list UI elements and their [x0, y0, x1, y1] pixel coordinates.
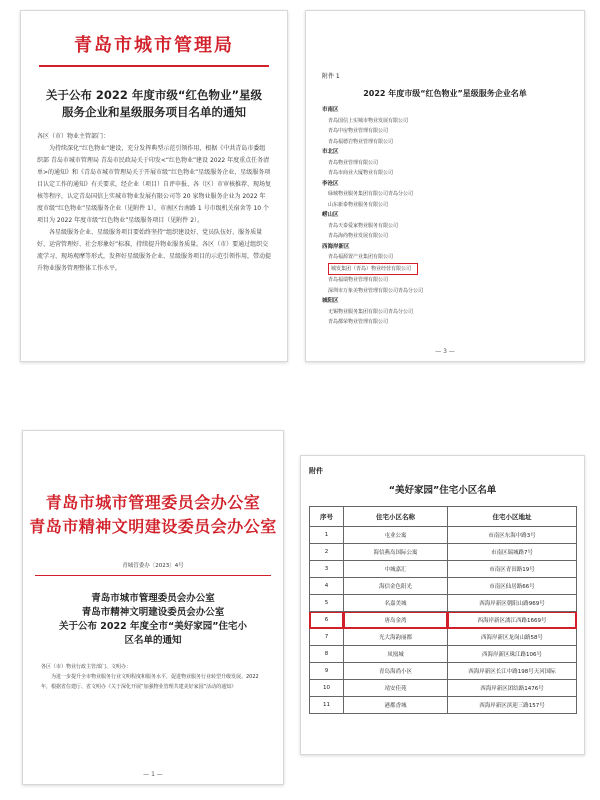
- company-item: [322, 221, 568, 232]
- company-item: [322, 263, 568, 276]
- district-heading: 西海岸新区: [322, 243, 350, 250]
- column-header: 住宅小区地址: [448, 507, 577, 527]
- community-address: 西海岸新区长江中路198号天河国际: [448, 663, 577, 680]
- company-name: 青岛福源置产业集团有限公司: [328, 254, 394, 260]
- community-address: 西海岸新区珠江路106号: [448, 646, 577, 663]
- notice-page-1: [20, 10, 288, 362]
- notice-title-line: 关于公布 2022 年度全市“美好家园”住宅小: [58, 621, 248, 632]
- row-number: 2: [310, 544, 344, 561]
- company-name: 山东新泰物业服务有限公司: [328, 201, 389, 208]
- issuer-header: 青岛市城市管理局: [74, 35, 234, 56]
- company-item: [322, 307, 568, 318]
- community-address: 市南区仙居路66号: [448, 578, 577, 595]
- annex-label: 附件 1: [322, 73, 340, 80]
- community-address: 西海岸新区团结路1476号: [448, 680, 577, 697]
- community-table-body: [310, 527, 577, 714]
- salutation: 各区（市）物业主管部门：: [37, 133, 110, 140]
- table-row: [310, 629, 577, 646]
- body-paragraph: 为持续深化“红色物业”建设，充分发挥典型示范引领作用，根据《中共青岛市委组织部 青岛市城市管理局 青岛市民政局关于印发<“红色物业”建设 2022 年度重点任务清单>的通知》和《青岛市城市管理局关于开展市级“红色物业”星级服务企业、星级服务项目认定工作的通知》有关要求，经企业（项目）自评申报、各（区）市审核推荐、现场复核等程序，认定青岛国信上实城市物业发展有限公司等 20 家物业服务企业为 2022 年度市级“红色物业”星级服务企业（见附件 1），市南区台南路 1 号市级机关宿舍等 10 个项目为 2022 年度市级“红色物业”星级服务项目（见附件 2）。: [37, 145, 272, 224]
- table-row: [310, 697, 577, 714]
- company-name: 青岛国信上实城市物业发展有限公司: [328, 117, 409, 124]
- community-address: 西海岸新区漓江西路1669号: [448, 612, 577, 629]
- company-name: 深圳市万象美物业管理有限公司青岛分公司: [328, 287, 424, 294]
- column-header: 住宅小区名称: [344, 507, 448, 527]
- community-address: 西海岸新区龙岗山路58号: [448, 629, 577, 646]
- company-name: 城发集团（青岛）物业经营有限公司: [328, 263, 418, 276]
- company-name: 青岛物业管理有限公司: [328, 159, 379, 166]
- company-item: [322, 137, 568, 148]
- issuer-header: [23, 491, 283, 539]
- company-name: 青岛福瑞物业管理有限公司: [328, 277, 389, 283]
- row-number: 1: [310, 527, 344, 544]
- notice-title-line: 青岛市城市管理委员会办公室: [91, 593, 215, 604]
- company-item: [322, 275, 568, 286]
- annex-label: 附件: [309, 467, 323, 475]
- district-heading: 城阳区: [322, 298, 339, 304]
- company-name: 无锡物业服务集团有限公司青岛分公司: [328, 308, 414, 315]
- notice-title-line: 青岛市精神文明建设委员会办公室: [81, 607, 225, 618]
- table-row: [310, 527, 577, 544]
- company-item: [322, 168, 568, 179]
- annex-page-companies: [305, 10, 585, 362]
- company-item: [322, 116, 568, 127]
- annex-title: 2022 年度市级“红色物业”星级服务企业名单: [363, 89, 527, 98]
- community-name: 凤凰城: [344, 646, 448, 663]
- company-item: [322, 252, 568, 263]
- header-divider: [35, 575, 271, 576]
- company-name: 青岛福德岩物业管理有限公司: [328, 138, 394, 145]
- company-item: [322, 189, 568, 200]
- annex-title: “美好家园”住宅小区名单: [388, 485, 497, 496]
- table-row: [310, 612, 577, 629]
- community-address: 市南区东海中路3号: [448, 527, 577, 544]
- district-heading: 市南区: [322, 107, 339, 113]
- notice-title-line: 关于公布 2022 年度市级“红色物业”星级: [45, 88, 263, 102]
- community-name: 光大海韵丽都: [344, 629, 448, 646]
- row-number: 4: [310, 578, 344, 595]
- community-name: 屯业公寓: [344, 527, 448, 544]
- notice-title: [47, 592, 259, 648]
- row-number: 5: [310, 595, 344, 612]
- company-item: [322, 200, 568, 211]
- community-name: 名嘉美城: [344, 595, 448, 612]
- row-number: 3: [310, 561, 344, 578]
- company-name: 青岛海尚物业发展有限公司: [328, 233, 389, 239]
- company-name: 青岛市商业大厦物业有限公司: [328, 170, 394, 176]
- table-row: [310, 544, 577, 561]
- notice-body: [37, 131, 271, 275]
- notice-page-cover: [22, 430, 284, 785]
- page-number: — 3 —: [435, 348, 455, 355]
- body-paragraph: 为进一步提升全市物业服务行业文明程度和服务水平，促进物业服务行业转型升级发展。2022 年，根据省住建厅、省文明办《关于深化开展“加强物业管理共建美好家园”活动的通知》: [41, 674, 259, 690]
- community-name: 靖安佳苑: [344, 680, 448, 697]
- company-item: [322, 231, 568, 242]
- header-divider: [39, 65, 269, 67]
- row-number: 9: [310, 663, 344, 680]
- community-name: 海信金色阳光: [344, 578, 448, 595]
- table-row: [310, 578, 577, 595]
- page-number: — 1 —: [143, 771, 163, 778]
- notice-title-line: 服务企业和星级服务项目名单的通知: [62, 105, 246, 119]
- table-row: [310, 663, 577, 680]
- issuer-header-line: 青岛市城市管理委员会办公室: [45, 493, 261, 512]
- table-row: [310, 646, 577, 663]
- row-number: 6: [310, 612, 344, 629]
- notice-title-line: 区名单的通知: [124, 635, 182, 646]
- company-item: [322, 286, 568, 297]
- community-name: 港都香城: [344, 697, 448, 714]
- company-item: [322, 158, 568, 169]
- company-list: [322, 105, 568, 328]
- body-paragraph: 各星级服务企业、星级服务项目要始终坚持“组织建设好、党员队伍好、服务质量好、运营管理好、社会形象好”标准，持续提升物业服务质量。各区（市）要通过组织交流学习、现场观摩等形式，发挥好星级服务企业、星级服务项目的示范引领作用，带动提升物业服务管理整体工作水平。: [37, 229, 272, 272]
- row-number: 7: [310, 629, 344, 646]
- row-number: 10: [310, 680, 344, 697]
- table-header-row: [310, 507, 577, 527]
- issuer-header-line: 青岛市精神文明建设委员会办公室: [29, 517, 277, 536]
- company-name: 青岛中房物业管理有限公司: [328, 128, 389, 134]
- row-number: 8: [310, 646, 344, 663]
- community-name: 中城嘉汇: [344, 561, 448, 578]
- table-row: [310, 595, 577, 612]
- company-item: [322, 317, 568, 328]
- community-address: 市南区瑞城路7号: [448, 544, 577, 561]
- table-row: [310, 561, 577, 578]
- community-table: [309, 506, 577, 714]
- community-address: 西海岸新区朝阳山路969号: [448, 595, 577, 612]
- table-row: [310, 680, 577, 697]
- district-heading: 崂山区: [322, 212, 339, 218]
- annex-page-communities: [300, 455, 585, 755]
- company-item: [322, 126, 568, 137]
- document-number: 青城管委办〔2023〕4号: [122, 563, 184, 569]
- community-name: 青岛海尚小区: [344, 663, 448, 680]
- district-heading: 李沧区: [322, 180, 339, 187]
- company-name: 青岛天泰爱家物业服务有限公司: [328, 222, 399, 229]
- row-number: 11: [310, 697, 344, 714]
- company-name: 青岛都荣物业管理有限公司: [328, 319, 389, 325]
- company-name: 绿城物业服务集团有限公司青岛分公司: [328, 191, 414, 197]
- salutation: 各区（市）物业行政主管部门、文明办：: [41, 664, 132, 670]
- community-name: 海信燕岛国际公寓: [344, 544, 448, 561]
- community-address: 市南区青田路19号: [448, 561, 577, 578]
- notice-title: [35, 87, 273, 121]
- district-heading: 市北区: [322, 149, 339, 155]
- community-address: 西海岸新区滨迎三路157号: [448, 697, 577, 714]
- notice-body: [41, 662, 265, 692]
- column-header: 序号: [310, 507, 344, 527]
- community-name: 唐岛金湾: [344, 612, 448, 629]
